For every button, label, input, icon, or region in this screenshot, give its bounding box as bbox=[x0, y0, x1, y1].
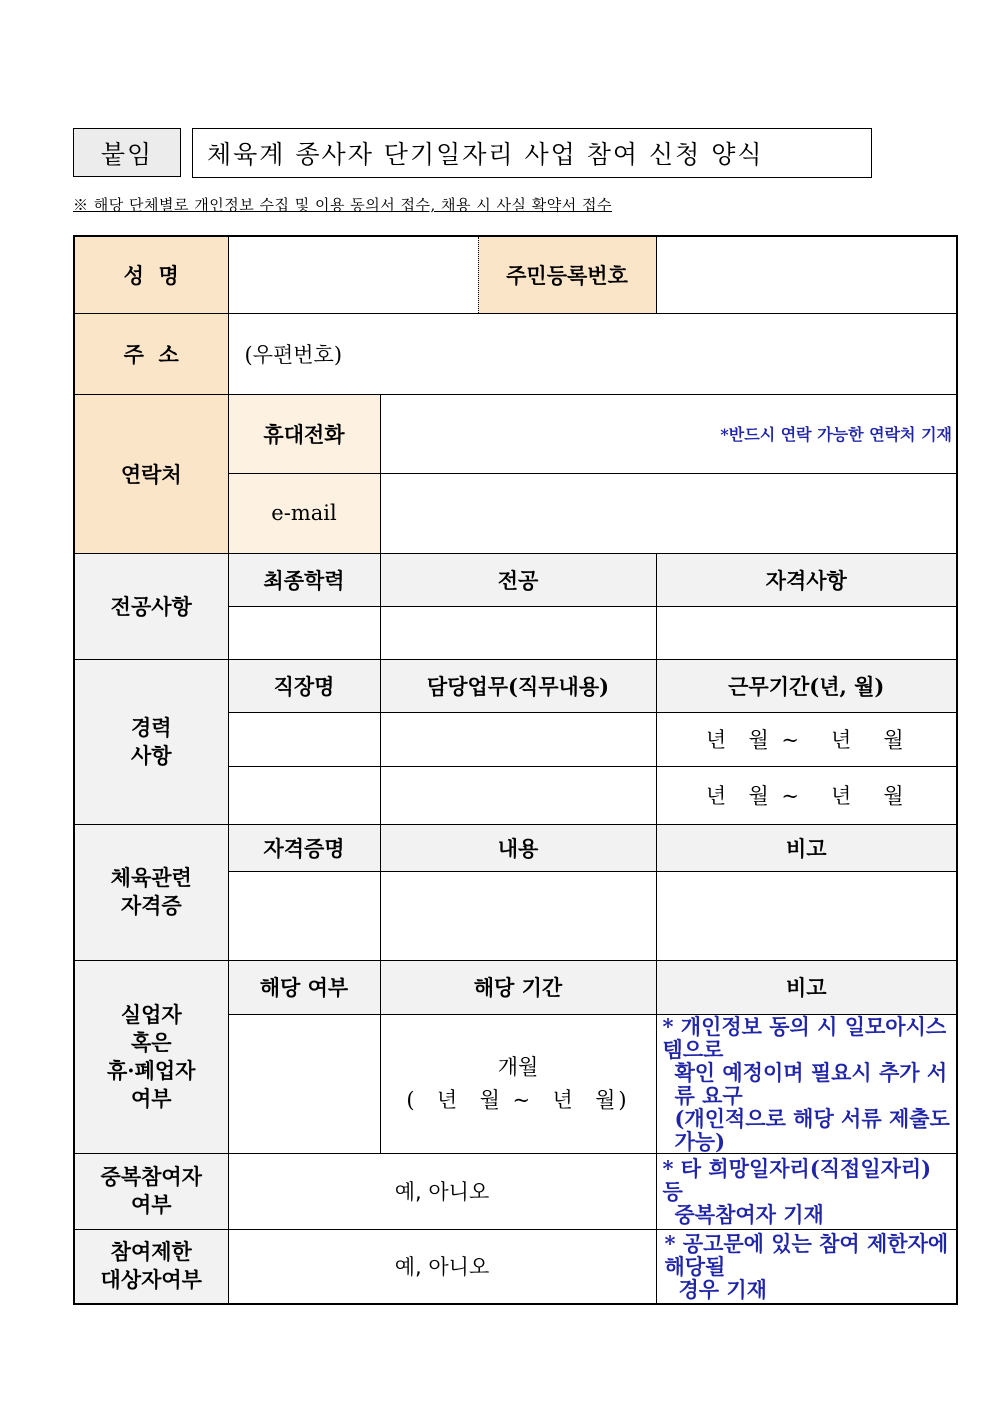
education-input-cell[interactable] bbox=[228, 606, 380, 659]
restrict-section-label bbox=[74, 1229, 228, 1304]
work-period-1[interactable]: 년 월 ~ 년 월 bbox=[656, 712, 957, 766]
restrict-section-line2: 대상자여부 bbox=[100, 1267, 202, 1293]
cert-content-input[interactable] bbox=[380, 871, 656, 960]
unemp-status-header: 해당 여부 bbox=[228, 960, 380, 1014]
restrict-row bbox=[74, 1229, 957, 1304]
dup-row bbox=[74, 1153, 957, 1229]
qualification-input-cell[interactable] bbox=[656, 606, 957, 659]
unemp-status-input[interactable] bbox=[228, 1014, 380, 1153]
restrict-note bbox=[656, 1229, 957, 1304]
cert-remarks-input[interactable] bbox=[656, 871, 957, 960]
cert-remarks-header: 비고 bbox=[656, 824, 957, 871]
workplace-input-2[interactable] bbox=[228, 766, 380, 824]
restrict-note-line1: * 공고문에 있는 참여 제한자에 해당될 bbox=[664, 1230, 949, 1279]
unemp-remarks-header: 비고 bbox=[656, 960, 957, 1014]
dup-section-line2: 여부 bbox=[130, 1192, 172, 1217]
cert-name-input[interactable] bbox=[228, 871, 380, 960]
dup-note bbox=[656, 1153, 957, 1229]
mobile-row bbox=[74, 394, 957, 473]
unemp-header-row bbox=[74, 960, 957, 1014]
form-title: 체육계 종사자 단기일자리 사업 참여 신청 양식 bbox=[192, 128, 872, 178]
duties-header: 담당업무(직무내용) bbox=[380, 659, 656, 712]
email-input-cell[interactable] bbox=[380, 473, 957, 553]
mobile-note: *반드시 연락 가능한 연락처 기재 bbox=[720, 425, 952, 444]
application-form-table bbox=[73, 235, 958, 1305]
restrict-section-line1: 참여제한 bbox=[110, 1239, 192, 1265]
duties-input-2[interactable] bbox=[380, 766, 656, 824]
restrict-note-line2: 경우 기재 bbox=[678, 1276, 767, 1302]
unemp-period: ( 년 월 ~ 년 월) bbox=[406, 1087, 630, 1112]
unemp-period-input[interactable] bbox=[380, 1014, 656, 1153]
dup-note-line1: * 타 희망일자리(직접일자리) 등 bbox=[662, 1155, 932, 1204]
career-section-label bbox=[74, 659, 228, 824]
major-header-row bbox=[74, 553, 957, 606]
email-label: e-mail bbox=[228, 473, 380, 553]
notice-text: ※ 해당 단체별로 개인정보 수집 및 이용 동의서 접수, 채용 시 사실 확약서 접수 bbox=[73, 196, 612, 214]
mobile-label: 휴대전화 bbox=[228, 394, 380, 473]
address-input-cell[interactable] bbox=[228, 313, 957, 394]
cert-section-line1: 체육관련 bbox=[110, 865, 192, 890]
cert-header-row bbox=[74, 824, 957, 871]
mobile-input-cell[interactable] bbox=[380, 394, 957, 473]
address-row bbox=[74, 313, 957, 394]
address-label: 주 소 bbox=[74, 313, 228, 394]
unemp-months: 개월 bbox=[497, 1054, 539, 1079]
unemp-note-line3: (개인적으로 해당 서류 제출도 가능) bbox=[674, 1105, 950, 1154]
major-header: 전공 bbox=[380, 553, 656, 606]
dup-note-line2: 중복참여자 기재 bbox=[674, 1201, 824, 1227]
dup-yes-no[interactable]: 예, 아니오 bbox=[228, 1153, 656, 1229]
duties-input-1[interactable] bbox=[380, 712, 656, 766]
dup-section-label bbox=[74, 1153, 228, 1229]
postal-code-placeholder: (우편번호) bbox=[244, 342, 343, 367]
cert-content-header: 내용 bbox=[380, 824, 656, 871]
name-input-cell[interactable] bbox=[228, 236, 478, 313]
unemp-note-line1: * 개인정보 동의 시 일모아시스템으로 bbox=[662, 1013, 947, 1062]
work-period-header: 근무기간(년, 월) bbox=[656, 659, 957, 712]
career-section-line1: 경력 bbox=[130, 714, 172, 740]
workplace-header: 직장명 bbox=[228, 659, 380, 712]
contact-label: 연락처 bbox=[74, 394, 228, 553]
unemp-section-line1: 실업자 bbox=[120, 1001, 182, 1027]
dup-section-line1: 중복참여자 bbox=[100, 1164, 202, 1189]
career-header-row bbox=[74, 659, 957, 712]
rrn-input-cell[interactable] bbox=[656, 236, 957, 313]
major-input-cell[interactable] bbox=[380, 606, 656, 659]
restrict-yes-no[interactable]: 예, 아니오 bbox=[228, 1229, 656, 1304]
unemp-section-line2: 혹은 bbox=[130, 1029, 172, 1055]
cert-name-header: 자격증명 bbox=[228, 824, 380, 871]
workplace-input-1[interactable] bbox=[228, 712, 380, 766]
unemp-section-line4: 여부 bbox=[130, 1085, 172, 1111]
career-section-line2: 사항 bbox=[130, 742, 172, 768]
major-section-label: 전공사항 bbox=[74, 553, 228, 659]
work-period-2[interactable]: 년 월 ~ 년 월 bbox=[656, 766, 957, 824]
attachment-label: 붙임 bbox=[73, 128, 181, 177]
cert-section-line2: 자격증 bbox=[120, 893, 182, 918]
name-row bbox=[74, 236, 957, 313]
unemp-period-header: 해당 기간 bbox=[380, 960, 656, 1014]
rrn-label: 주민등록번호 bbox=[478, 236, 656, 313]
education-header: 최종학력 bbox=[228, 553, 380, 606]
unemp-note bbox=[656, 1014, 957, 1153]
cert-section-label bbox=[74, 824, 228, 960]
unemp-section-line3: 휴·폐업자 bbox=[107, 1057, 196, 1083]
unemp-note-line2: 확인 예정이며 필요시 추가 서류 요구 bbox=[674, 1059, 948, 1108]
unemp-section-label bbox=[74, 960, 228, 1153]
qualification-header: 자격사항 bbox=[656, 553, 957, 606]
name-label: 성 명 bbox=[74, 236, 228, 313]
